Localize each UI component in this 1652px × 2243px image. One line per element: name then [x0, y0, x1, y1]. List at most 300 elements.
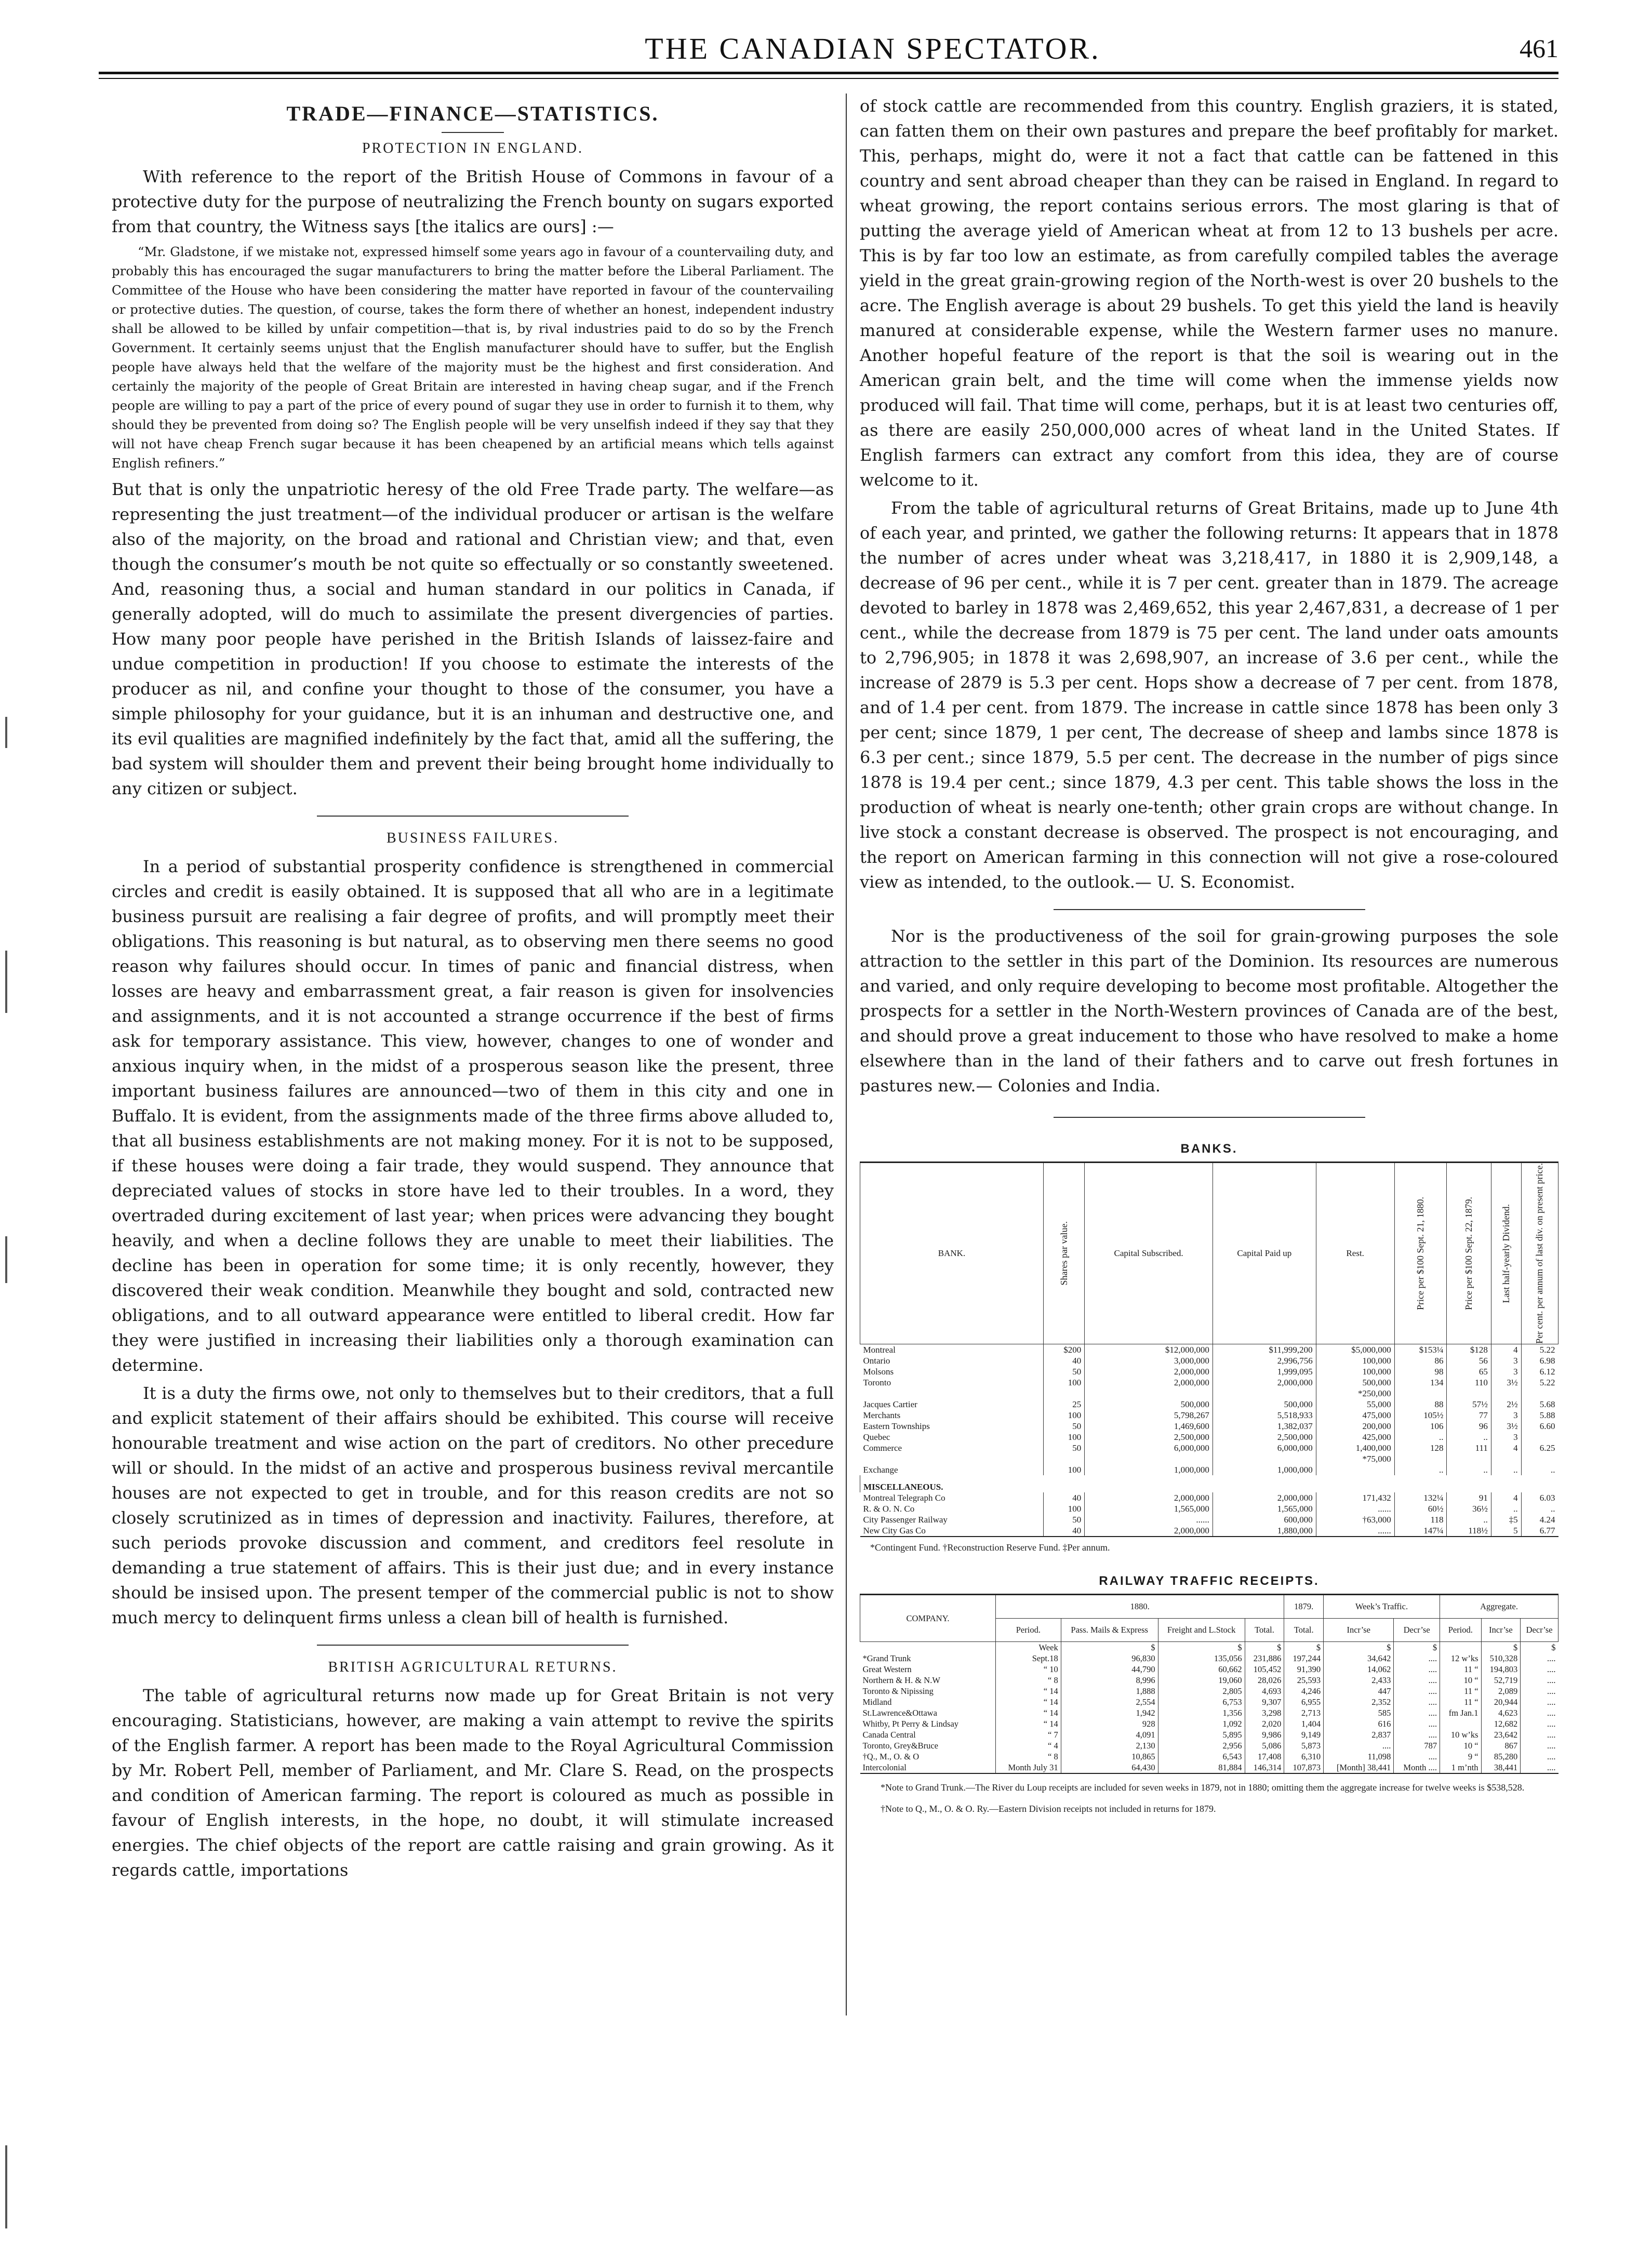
table-row — [860, 1740, 1558, 1751]
banks-table-note: *Contingent Fund. †Reconstruction Reserve Fund. ‡Per annum. — [870, 1542, 1110, 1553]
table-cell-value: .. — [1447, 1514, 1491, 1525]
table-cell-value: 6.60 — [1521, 1421, 1558, 1432]
table-cell-value: .... — [1521, 1729, 1558, 1740]
table-cell-value: *75,000 — [1316, 1453, 1394, 1464]
table-cell-name: Quebec — [863, 1432, 890, 1442]
table-cell-value — [1316, 1464, 1394, 1475]
table-cell-value: 8,996 — [1061, 1675, 1158, 1686]
table-cell-name: City Passenger Railway — [863, 1514, 948, 1525]
table-cell-value: 77 — [1447, 1410, 1491, 1421]
table-cell-value: 6,543 — [1158, 1751, 1245, 1762]
table-cell-value: 50 — [1044, 1421, 1085, 1432]
table-cell-value: .... — [1521, 1762, 1558, 1773]
table-cell-value: 132¼ — [1394, 1492, 1447, 1503]
table-cell-value: 60½ — [1394, 1503, 1447, 1514]
railway-table-title: RAILWAY TRAFFIC RECEIPTS. — [1099, 1573, 1320, 1588]
table-cell-value: 57½ — [1447, 1399, 1491, 1410]
table-row — [860, 1388, 1558, 1399]
table-cell-value: $ — [1061, 1641, 1158, 1653]
table-cell-name: Eastern Townships — [863, 1421, 930, 1431]
table-cell-value: “ 14 — [996, 1718, 1061, 1729]
table-cell-value: 9,986 — [1245, 1729, 1284, 1740]
table-row — [860, 1443, 1558, 1453]
table-cell-value: 65 — [1447, 1366, 1491, 1377]
table-cell-value: 100,000 — [1316, 1355, 1394, 1366]
table-cell-value: 600,000 — [1213, 1514, 1316, 1525]
table-cell-value: 14,062 — [1324, 1664, 1394, 1675]
banks-section-label: MISCELLANEOUS. — [860, 1475, 1558, 1492]
table-cell-value: 20,944 — [1481, 1697, 1521, 1707]
table-cell-value: .... — [1394, 1664, 1440, 1675]
table-cell-value: .. — [1447, 1464, 1491, 1475]
table-cell-value: “ 14 — [996, 1686, 1061, 1697]
table-cell-value — [1521, 1388, 1558, 1399]
banks-header-cell: Per cent. per annum of last div. on present price. — [1521, 1163, 1558, 1344]
table-cell-value — [1440, 1718, 1481, 1729]
table-cell-name: Canada Central — [862, 1729, 916, 1740]
banks-header-row — [860, 1163, 1558, 1344]
table-cell-value: 10 “ — [1440, 1675, 1481, 1686]
table-cell-value: 5.68 — [1521, 1399, 1558, 1410]
table-row — [860, 1751, 1558, 1762]
railway-header-1879: 1879. — [1284, 1594, 1324, 1618]
margin-mark — [5, 951, 7, 1013]
railway-sub-header-cell: Period. — [1440, 1618, 1481, 1641]
article-title-failures: BUSINESS FAILURES. — [387, 830, 559, 846]
table-cell-value: .. — [1521, 1503, 1558, 1514]
table-cell-value: 100 — [1044, 1377, 1085, 1388]
railway-sub-header-cell: Decr’se — [1394, 1618, 1440, 1641]
table-cell-value: 105,452 — [1245, 1664, 1284, 1675]
table-cell-value: .... — [1324, 1740, 1394, 1751]
table-cell-value: ‡5 — [1491, 1514, 1521, 1525]
table-cell-value: 2,433 — [1324, 1675, 1394, 1686]
heading-rule — [442, 132, 504, 133]
table-cell-name: Intercolonial — [862, 1762, 907, 1772]
table-cell-value: 81,884 — [1158, 1762, 1245, 1773]
table-row — [860, 1514, 1558, 1525]
table-cell-value: Month July 31 — [996, 1762, 1061, 1773]
table-row — [860, 1366, 1558, 1377]
railway-sub-header-cell: Total. — [1245, 1618, 1284, 1641]
railway-note-qmoo: †Note to Q., M., O. & O. Ry.—Eastern Division receipts not included in returns for 1879. — [881, 1803, 1216, 1814]
table-cell-value: 40 — [1044, 1355, 1085, 1366]
railway-sub-header-cell: Period. — [996, 1618, 1061, 1641]
table-cell-value: 1,880,000 — [1213, 1525, 1316, 1537]
table-cell-name: Toronto & Nipissing — [862, 1686, 934, 1696]
table-cell-value: 12,682 — [1481, 1718, 1521, 1729]
table-cell-value: 2,130 — [1061, 1740, 1158, 1751]
table-cell-value: 3 — [1491, 1432, 1521, 1443]
table-cell-value: 425,000 — [1316, 1432, 1394, 1443]
table-cell-value: 50 — [1044, 1514, 1085, 1525]
table-cell-value: *250,000 — [1316, 1388, 1394, 1399]
table-cell-value: .... — [1394, 1718, 1440, 1729]
table-cell-value: 9,307 — [1245, 1697, 1284, 1707]
table-cell-value: “ 14 — [996, 1707, 1061, 1718]
table-cell-value — [1447, 1453, 1491, 1464]
table-cell-value: 2,956 — [1158, 1740, 1245, 1751]
railway-header-company: COMPANY. — [860, 1594, 996, 1641]
table-cell-value: 5.88 — [1521, 1410, 1558, 1421]
table-cell-value: 100 — [1044, 1503, 1085, 1514]
table-cell-value: 4 — [1491, 1492, 1521, 1503]
table-cell-value: 34,642 — [1324, 1653, 1394, 1664]
table-cell-value: 2,996,756 — [1213, 1355, 1316, 1366]
railway-header-1880: 1880. — [996, 1594, 1284, 1618]
table-cell-value: 40 — [1044, 1492, 1085, 1503]
table-cell-value: $ — [1245, 1641, 1284, 1653]
table-cell-value: 60,662 — [1158, 1664, 1245, 1675]
table-cell-value: 44,790 — [1061, 1664, 1158, 1675]
table-cell-value: 1,000,000 — [1213, 1464, 1316, 1475]
table-cell-value: 28,026 — [1245, 1675, 1284, 1686]
table-cell-value: 2,089 — [1481, 1686, 1521, 1697]
table-cell-value: 2,000,000 — [1085, 1492, 1213, 1503]
table-cell-value: 5,895 — [1158, 1729, 1245, 1740]
table-cell-value: $153¼ — [1394, 1344, 1447, 1355]
table-cell-value: 100 — [1044, 1464, 1085, 1475]
banks-header-cell: Rest. — [1316, 1163, 1394, 1344]
article-rule — [317, 1645, 629, 1646]
table-cell-value: $ — [1324, 1641, 1394, 1653]
table-row — [860, 1492, 1558, 1503]
table-cell-value — [1447, 1388, 1491, 1399]
table-cell-value: .... — [1394, 1707, 1440, 1718]
table-row — [860, 1675, 1558, 1686]
table-cell-value: 3 — [1491, 1410, 1521, 1421]
table-cell-value: 23,642 — [1481, 1729, 1521, 1740]
table-cell-value: 85,280 — [1481, 1751, 1521, 1762]
table-cell-value — [1085, 1453, 1213, 1464]
table-cell-value: 200,000 — [1316, 1421, 1394, 1432]
table-cell-value: 40 — [1044, 1525, 1085, 1537]
table-cell-value: 25,593 — [1284, 1675, 1324, 1686]
table-cell-value: “ 14 — [996, 1697, 1061, 1707]
table-cell-value: 147¼ — [1394, 1525, 1447, 1537]
table-cell-name — [860, 1388, 1044, 1399]
table-cell-value: 171,432 — [1316, 1492, 1394, 1503]
table-cell-value: 135,056 — [1158, 1653, 1245, 1664]
table-cell-value: 6,310 — [1284, 1751, 1324, 1762]
article-paragraph: From the table of agricultural returns of Great Britains, made up to June 4th of each year, and printed, we gather the following returns: It appears that in 1878 the number of acres under wheat was 3,218,417, in 1880 it is 2,909,148, a decrease of 96 per cent., while it is 7 per cent. greater than in 1879. The acreage devoted to barley in 1878 was 2,469,652, this year 2,467,831, a decrease of 1 per cent., while the decrease from 1879 is 75 per cent. The land under oats amounts to 2,796,905; in 1878 it was 2,698,907, an increase of 3.6 per cent., while the increase of 2879 is 5.3 per cent. Hops show a decrease of 7 per cent. from 1878, and of 1.4 per cent. from 1879. The increase in cattle since 1878 has been only 3 per cent; since 1879, 1 per cent, The decrease of sheep and lambs since 1878 is 6.3 per cent.; since 1879, 5.5 per cent. The decrease in the number of pigs since 1878 is 19.4 per cent.; since 1879, 4.3 per cent. This table shows the loss in the production of wheat is nearly one-tenth; other grain crops are without change. In live stock a constant decrease is observed. The prospect is not encouraging, and the report on American farming in this connection will not give a rose-coloured view as intended, to the outlook.— U. S. Economist. — [860, 498, 1558, 892]
margin-mark — [5, 2145, 7, 2228]
table-cell-value: .. — [1394, 1432, 1447, 1443]
table-cell-value: 56 — [1447, 1355, 1491, 1366]
banks-section-row — [860, 1475, 1558, 1492]
table-cell-value: .... — [1394, 1729, 1440, 1740]
table-cell-name — [860, 1641, 996, 1653]
table-cell-value: .. — [1447, 1432, 1491, 1443]
table-cell-value: 5,798,267 — [1085, 1410, 1213, 1421]
table-cell-value: 2,000,000 — [1213, 1492, 1316, 1503]
banks-table-title: BANKS. — [1180, 1142, 1238, 1156]
right-column — [860, 94, 1558, 1817]
table-cell-value: 5 — [1491, 1525, 1521, 1537]
table-cell-value: 9 “ — [1440, 1751, 1481, 1762]
page-number: 461 — [1520, 34, 1558, 63]
table-cell-value: 2½ — [1491, 1399, 1521, 1410]
table-cell-value: .... — [1521, 1675, 1558, 1686]
table-cell-value: 1,999,095 — [1213, 1366, 1316, 1377]
table-cell-value: 5.22 — [1521, 1377, 1558, 1388]
table-cell-name: New City Gas Co — [863, 1525, 926, 1536]
table-row — [860, 1664, 1558, 1675]
table-row — [860, 1355, 1558, 1366]
table-cell-value: 11 “ — [1440, 1697, 1481, 1707]
table-cell-value: 4,693 — [1245, 1686, 1284, 1697]
table-cell-value: 2,020 — [1245, 1718, 1284, 1729]
table-cell-value: 50 — [1044, 1366, 1085, 1377]
table-cell-value: 105½ — [1394, 1410, 1447, 1421]
table-cell-value: $5,000,000 — [1316, 1344, 1394, 1355]
railway-sub-header-cell: Decr’se — [1521, 1618, 1558, 1641]
table-cell-value: ...... — [1316, 1525, 1394, 1537]
article-paragraph: But that is only the unpatriotic heresy of the old Free Trade party. The welfare—as representing the just treatment—of the individual producer or artisan is the welfare also of the majority, on the broad and rational and Christian view; and that, even though the consumer’s mouth be not quite so effectually or so constantly sweetened. And, reasoning thus, a social and human standard in our politics in Canada, if generally adopted, will do much to assimilate the present divergencies of parties. How many poor people have perished in the British Islands of laissez-faire and undue competition in production! If you choose to estimate the interests of the producer as nil, and confine your thought to those of the consumer, you have a simple philosophy for your guidance, but it is an inhuman and destructive one, and its evil qualities are magnified indefinitely by the fact that, amid all the suffering, the bad system will shoulder them and prevent their being brought home individually to any citizen or subject. — [112, 479, 834, 798]
table-row — [860, 1503, 1558, 1514]
table-cell-value: $ — [1521, 1641, 1558, 1653]
table-cell-value: 1,942 — [1061, 1707, 1158, 1718]
table-cell-value: 2,500,000 — [1213, 1432, 1316, 1443]
table-cell-value: 4,623 — [1481, 1707, 1521, 1718]
table-cell-value: 616 — [1324, 1718, 1394, 1729]
table-row — [860, 1344, 1558, 1355]
table-cell-value — [1491, 1453, 1521, 1464]
table-cell-value: $ — [1394, 1641, 1440, 1653]
table-cell-value: 500,000 — [1316, 1377, 1394, 1388]
table-cell-value: fm Jan.1 — [1440, 1707, 1481, 1718]
table-cell-value: 1,400,000 — [1316, 1443, 1394, 1453]
table-cell-value — [1491, 1388, 1521, 1399]
table-cell-name: Midland — [862, 1697, 892, 1707]
table-row — [860, 1762, 1558, 1773]
masthead-rule — [99, 72, 1558, 74]
table-cell-value: [Month] 38,441 — [1324, 1762, 1394, 1773]
table-cell-name: Toronto — [863, 1377, 891, 1387]
table-cell-value: 134 — [1394, 1377, 1447, 1388]
table-cell-value: 6.25 — [1521, 1443, 1558, 1453]
table-cell-value: Week — [996, 1641, 1061, 1653]
table-cell-value: 17,408 — [1245, 1751, 1284, 1762]
railway-sub-header-cell: Freight and L.Stock — [1158, 1618, 1245, 1641]
table-cell-value: 11,098 — [1324, 1751, 1394, 1762]
table-cell-value: 6.03 — [1521, 1492, 1558, 1503]
table-cell-value: 100,000 — [1316, 1366, 1394, 1377]
table-cell-value: $ — [1284, 1641, 1324, 1653]
table-cell-value: 2,805 — [1158, 1686, 1245, 1697]
table-cell-value: 10 “ — [1440, 1740, 1481, 1751]
table-cell-value: 2,500,000 — [1085, 1432, 1213, 1443]
table-row — [860, 1399, 1558, 1410]
table-cell-value: 4.24 — [1521, 1514, 1558, 1525]
banks-header-cell: Shares par value. — [1044, 1163, 1085, 1344]
table-row — [860, 1421, 1558, 1432]
masthead-rule-thin — [99, 78, 1558, 79]
banks-header-cell: Capital Subscribed. — [1085, 1163, 1213, 1344]
table-cell-value: 4 — [1491, 1443, 1521, 1453]
table-cell-value: .. — [1491, 1503, 1521, 1514]
banks-header-cell: Capital Paid up — [1213, 1163, 1316, 1344]
table-cell-value: 6,000,000 — [1213, 1443, 1316, 1453]
table-cell-value: 447 — [1324, 1686, 1394, 1697]
table-cell-value: .... — [1521, 1697, 1558, 1707]
table-cell-value: 2,000,000 — [1213, 1377, 1316, 1388]
table-cell-value: 1,000,000 — [1085, 1464, 1213, 1475]
table-cell-value: 787 — [1394, 1740, 1440, 1751]
margin-mark — [5, 1236, 7, 1283]
table-cell-value: .... — [1521, 1707, 1558, 1718]
article-rule — [317, 816, 629, 817]
table-cell-value: 1,565,000 — [1085, 1503, 1213, 1514]
table-cell-value: ...... — [1316, 1503, 1394, 1514]
table-cell-value: 11 “ — [1440, 1664, 1481, 1675]
section-heading: TRADE—FINANCE—STATISTICS. — [286, 102, 659, 125]
table-cell-value: .... — [1521, 1653, 1558, 1664]
table-cell-value — [1394, 1453, 1447, 1464]
table-row — [860, 1453, 1558, 1464]
table-cell-value: $128 — [1447, 1344, 1491, 1355]
table-cell-value: 3 — [1491, 1355, 1521, 1366]
table-cell-value: 4,246 — [1284, 1686, 1324, 1697]
table-cell-name: Great Western — [862, 1664, 912, 1674]
banks-header-cell: Price per $100 Sept. 22, 1879. — [1447, 1163, 1491, 1344]
table-cell-value: 146,314 — [1245, 1762, 1284, 1773]
table-cell-value: 231,886 — [1245, 1653, 1284, 1664]
banks-table-body — [860, 1344, 1558, 1537]
table-cell-value: 107,873 — [1284, 1762, 1324, 1773]
table-cell-value: 111 — [1447, 1443, 1491, 1453]
table-cell-value: “ 7 — [996, 1729, 1061, 1740]
table-cell-value — [1213, 1453, 1316, 1464]
table-cell-value: .. — [1491, 1464, 1521, 1475]
table-cell-value: 118½ — [1447, 1525, 1491, 1537]
table-cell-value: 6,955 — [1284, 1697, 1324, 1707]
table-cell-value: 500,000 — [1085, 1399, 1213, 1410]
table-cell-value: 6.12 — [1521, 1366, 1558, 1377]
column-divider — [846, 94, 847, 2015]
table-cell-value: 4 — [1491, 1344, 1521, 1355]
article-paragraph: of stock cattle are recommended from this country. English graziers, it is stated, can fatten them on their own pastures and prepare the beef profitably for market. This, perhaps, might do, were it not a fact that cattle can be fattened in this country and sent abroad cheaper than they can be raised in England. In regard to wheat growing, the report contains serious errors. The most glaring is that of putting the average yield of American wheat at from 12 to 13 bushels per acre. This is by far too low an estimate, as from carefully compiled tables the average yield in the great grain-growing region of the North-west is over 20 bushels to the acre. The English average is about 29 bushels. To get this yield the land is heavily manured at considerable expense, while the Western farmer uses no manure. Another hopeful feature of the report is that the soil is wearing out in the American grain belt, and the time will come when the immense yields now produced will fail. That time will come, perhaps, but it is at least two centuries off, as there are easily 250,000,000 acres of wheat land in the United States. If English farmers can extract any comfort from this idea, they are of course welcome to it. — [860, 96, 1558, 490]
table-cell-value: 2,554 — [1061, 1697, 1158, 1707]
article-rule — [1054, 1117, 1365, 1118]
table-cell-value: 5,518,933 — [1213, 1410, 1316, 1421]
quoted-passage: “Mr. Gladstone, if we mistake not, expressed himself some years ago in favour of a countervailing duty, and probably this has encouraged the sugar manufacturers to bring the matter before the Liberal Parliament. The Committee of the House who have been considering the matter have reported in favour of the countervailing or protective duties. The question, of course, takes the form there of whether an honest, independent industry shall be allowed to be killed by unfair competition—that is, by rival industries paid to do so by the French Government. It certainly seems unjust that the English manufacturer should have to suffer, but the English people have always held that the welfare of the majority must be the highest and first consideration. And certainly the majority of the people of Great Britain are interested in having cheap sugar, and if the French people are willing to pay a part of the price of every pound of sugar they use in order to furnish it to them, why should they be prevented from doing so? The English people will be very unselfish indeed if they say that they will not have cheap French sugar because it has been cheapened by an artificial means which tells against English refiners.” — [112, 244, 834, 471]
table-cell-value — [1085, 1388, 1213, 1399]
table-cell-value: 6.98 — [1521, 1355, 1558, 1366]
table-cell-value: 100 — [1044, 1432, 1085, 1443]
table-cell-value: 98 — [1394, 1366, 1447, 1377]
table-cell-name: Exchange — [863, 1464, 898, 1475]
table-cell-name: Jacques Cartier — [863, 1399, 917, 1409]
table-cell-name: R. & O. N. Co — [863, 1503, 915, 1514]
table-cell-value: 88 — [1394, 1399, 1447, 1410]
table-cell-value: 96,830 — [1061, 1653, 1158, 1664]
table-cell-value — [1394, 1388, 1447, 1399]
table-cell-value: 11 “ — [1440, 1686, 1481, 1697]
table-cell-value: 2,352 — [1324, 1697, 1394, 1707]
railway-header-weeks: Week’s Traffic. — [1324, 1594, 1440, 1618]
table-cell-value: 5.22 — [1521, 1344, 1558, 1355]
table-row — [860, 1432, 1558, 1443]
banks-header-cell: Last half-yearly Dividend. — [1491, 1163, 1521, 1344]
table-cell-value: 10 w’ks — [1440, 1729, 1481, 1740]
table-cell-value: 475,000 — [1316, 1410, 1394, 1421]
railway-sub-header-cell: Incr’se — [1481, 1618, 1521, 1641]
table-cell-value: 38,441 — [1481, 1762, 1521, 1773]
table-cell-value: 3,000,000 — [1085, 1355, 1213, 1366]
table-cell-value: 36½ — [1447, 1503, 1491, 1514]
table-cell-value: 867 — [1481, 1740, 1521, 1751]
table-cell-value: $ — [1481, 1641, 1521, 1653]
railway-table — [860, 1594, 1558, 1774]
railway-group-header-row — [860, 1594, 1558, 1618]
table-cell-value: 3,298 — [1245, 1707, 1284, 1718]
table-cell-value: $ — [1158, 1641, 1245, 1653]
table-cell-name: Ontario — [863, 1355, 890, 1366]
table-cell-value: 1,565,000 — [1213, 1503, 1316, 1514]
table-cell-value: 3½ — [1491, 1421, 1521, 1432]
railway-sub-header-cell: Incr’se — [1324, 1618, 1394, 1641]
table-cell-name: St.Lawrence&Ottawa — [862, 1707, 937, 1718]
table-row — [860, 1697, 1558, 1707]
table-cell-value: Month .... — [1394, 1762, 1440, 1773]
table-cell-value: 91,390 — [1284, 1664, 1324, 1675]
table-cell-value: .... — [1521, 1740, 1558, 1751]
left-column — [112, 94, 834, 1886]
table-cell-value: Sept.18 — [996, 1653, 1061, 1664]
table-cell-value: 106 — [1394, 1421, 1447, 1432]
table-cell-name: Merchants — [863, 1410, 901, 1420]
banks-header-cell: BANK. — [860, 1163, 1044, 1344]
article-paragraph: It is a duty the firms owe, not only to themselves but to their creditors, that a full and explicit statement of their affairs should be exhibited. This course will receive honourable treatment and wise action on the part of creditors. No other precedure will or should. In the midst of an active and prosperous business revival mercantile houses are not expected to get in trouble, and for this reason credits are not so closely scrutinized as in times of depression and inactivity. Failures, therefore, at such periods provoke discussion and comment, and creditors feel resolute in demanding a true statement of affairs. This is their just due; and in every instance should be insised upon. The present temper of the commercial public is not to show much mercy to delinquent firms unless a clean bill of health is furnished. — [112, 1383, 834, 1627]
table-cell-value: .. — [1394, 1464, 1447, 1475]
table-cell-value: 1,092 — [1158, 1718, 1245, 1729]
table-cell-value: 50 — [1044, 1443, 1085, 1453]
table-cell-value: †63,000 — [1316, 1514, 1394, 1525]
table-cell-value: .... — [1394, 1697, 1440, 1707]
table-cell-value: 1,356 — [1158, 1707, 1245, 1718]
railway-note-grand-trunk: *Note to Grand Trunk.—The River du Loup receipts are included for seven weeks in 1879, not in 1880; omitting them the aggregate increase for twelve weeks is $538,528. — [881, 1782, 1525, 1793]
table-cell-value: .... — [1521, 1686, 1558, 1697]
table-cell-value: 6.77 — [1521, 1525, 1558, 1537]
table-cell-value: .... — [1521, 1718, 1558, 1729]
table-cell-value: 100 — [1044, 1410, 1085, 1421]
table-cell-value: “ 4 — [996, 1740, 1061, 1751]
table-cell-name: Toronto, Grey&Bruce — [862, 1740, 938, 1751]
banks-header-cell: Price per $100 Sept. 21, 1880. — [1394, 1163, 1447, 1344]
table-cell-value: $12,000,000 — [1085, 1344, 1213, 1355]
table-cell-value: .... — [1394, 1653, 1440, 1664]
table-row — [860, 1707, 1558, 1718]
table-cell-name: Molsons — [863, 1366, 894, 1377]
table-cell-value: $11,999,200 — [1213, 1344, 1316, 1355]
table-cell-value: 2,000,000 — [1085, 1377, 1213, 1388]
article-paragraph: In a period of substantial prosperity confidence is strengthened in commercial circles and credit is easily obtained. It is supposed that all who are in a legitimate business pursuit are realising a fair degree of profits, and will promptly meet their obligations. This reasoning is but natural, as to observing men there seems no good reason why failures should occur. In times of panic and financial distress, when losses are heavy and embarrassment great, a fair reason is given for insolvencies and assignments, and it is not accounted a strange occurrence if the best of firms ask for temporary assistance. This view, however, changes to one of wonder and anxious inquiry when, in the midst of a prosperous season like the present, three important business failures are announced—two of them in this city and one in Buffalo. It is evident, from the assignments made of the three firms above alluded to, that all business establishments are not making money. For it is not to be supposed, if these houses were doing a fair trade, they would suspend. They announce that depreciated values of stocks in store have led to their troubles. In a word, they overtraded during excitement of last year; when prices were advancing they bought heavily, and when a decline follows they are unable to meet their liabilities. The decline has been in operation for some time; it is only recently, however, they discovered their weak condition. Meanwhile they bought and sold, contracted new obligations, and to all outward appearance were entitled to liberal credit. How far they were justified in increasing their liabilities only a thorough examination can determine. — [112, 857, 834, 1375]
table-cell-value: 3 — [1491, 1366, 1521, 1377]
table-cell-value: 96 — [1447, 1421, 1491, 1432]
table-cell-value: 197,244 — [1284, 1653, 1324, 1664]
table-cell-name: Northern & H. & N.W — [862, 1675, 940, 1685]
table-row — [860, 1653, 1558, 1664]
article-title-agricultural: BRITISH AGRICULTURAL RETURNS. — [328, 1659, 618, 1675]
table-cell-value: .. — [1521, 1464, 1558, 1475]
table-row — [860, 1729, 1558, 1740]
table-cell-value: ...... — [1085, 1514, 1213, 1525]
table-cell-value: 19,060 — [1158, 1675, 1245, 1686]
table-cell-value: “ 10 — [996, 1664, 1061, 1675]
article-paragraph: Nor is the productiveness of the soil for grain-growing purposes the sole attraction to the settler in this part of the Dominion. Its resources are numerous and varied, and only require developing to become most profitable. Altogether the prospects for a settler in the North-Western provinces of Canada are of the best, and should prove a great inducement to those who have resolved to make a home elsewhere than in the land of their fathers and to carve out fresh fortunes in pastures new.— Colonies and India. — [860, 926, 1558, 1096]
table-cell-value: 4,091 — [1061, 1729, 1158, 1740]
